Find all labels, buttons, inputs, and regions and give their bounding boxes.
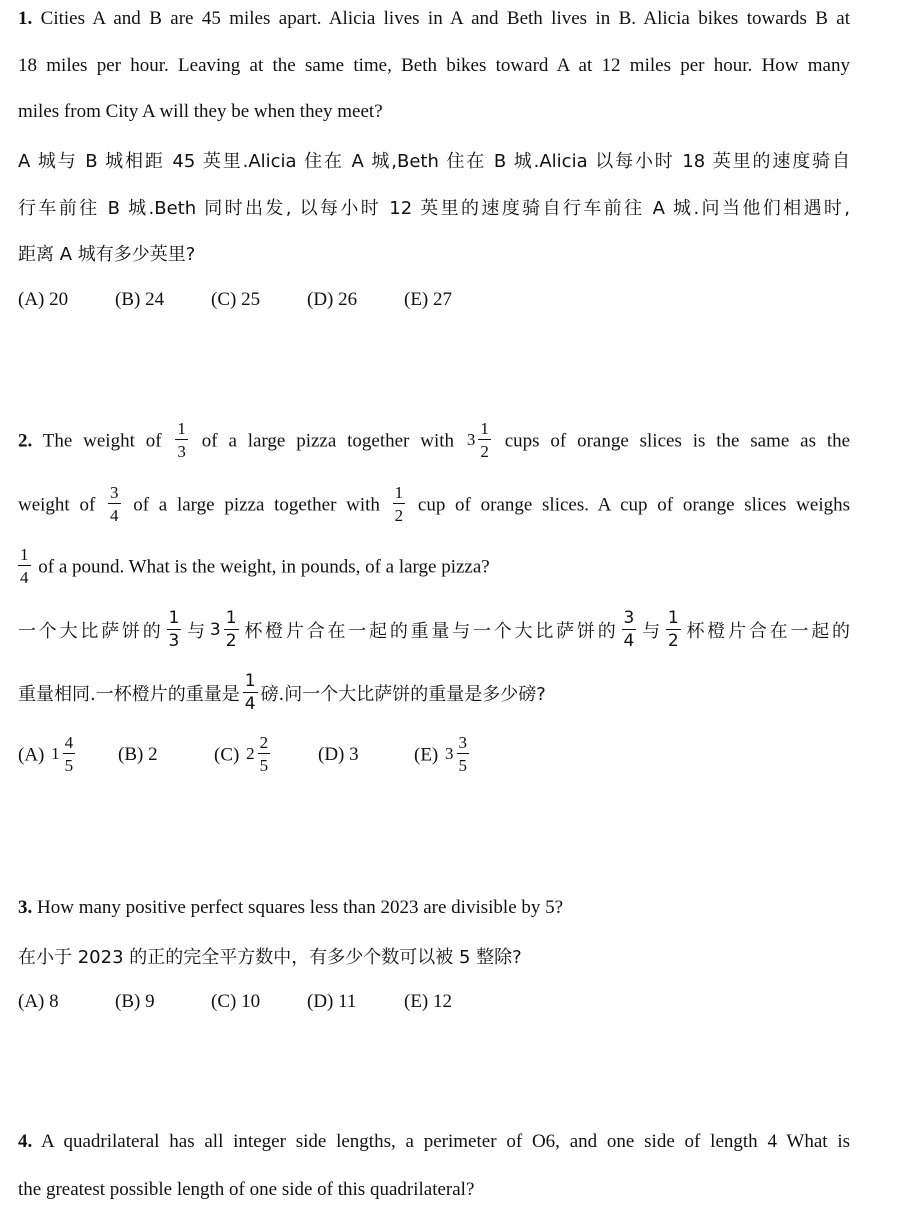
problem-1-option-b[interactable]: (B) 24	[115, 289, 165, 310]
problem-2-chinese-line-1	[18, 608, 851, 652]
numerator: 1	[177, 419, 186, 438]
denominator: 2	[225, 631, 237, 651]
numerator: 2	[259, 733, 269, 752]
problem-2-english-line-1	[18, 419, 851, 462]
fraction	[108, 484, 121, 524]
denominator: 4	[244, 694, 256, 714]
denominator: 4	[20, 568, 29, 587]
denominator: 5	[64, 756, 74, 775]
numerator: 4	[64, 733, 74, 752]
problem-3-english-line-1	[18, 897, 563, 919]
problem-4-text: A quadrilateral has all integer side lengths, a perimeter of O6, and one side of length 4 What is	[41, 1131, 850, 1152]
problem-2-number: 2.	[18, 430, 33, 452]
numerator: 1	[667, 608, 679, 628]
mixed-number	[244, 733, 273, 775]
problem-2-option-b[interactable]: (B) 2	[118, 744, 158, 765]
numerator: 1	[244, 671, 256, 691]
problem-3-option-e[interactable]: (E) 12	[404, 991, 453, 1012]
problem-1-option-e[interactable]: (E) 27	[404, 289, 453, 310]
problem-2-cn-text: 与	[639, 621, 663, 642]
fraction	[63, 734, 76, 774]
mixed-number	[443, 733, 472, 775]
mixed-number	[49, 733, 78, 775]
problem-1-option-a[interactable]: (A) 20	[18, 289, 69, 310]
problem-2-cn-text: 与	[184, 621, 208, 642]
fraction	[457, 734, 470, 774]
fraction	[478, 420, 491, 460]
problem-3-chinese-line-1: 在小于 2023 的正的完全平方数中，有多少个数可以被 5 整除?	[18, 947, 522, 968]
whole-part: 3	[209, 620, 221, 640]
problem-1-number: 1.	[18, 8, 33, 29]
problem-2-text: cups of orange slices is the same as the	[504, 430, 851, 452]
problem-4-number: 4.	[18, 1131, 33, 1152]
problem-4-english-line-1	[18, 1131, 850, 1153]
problem-3-option-b[interactable]: (B) 9	[115, 991, 155, 1012]
problem-2-option-a[interactable]	[18, 733, 78, 776]
problem-1-text-1: Cities A and B are 45 miles apart. Alicia lives in A and Beth lives in B. Alicia bikes towards B at	[40, 8, 851, 29]
problem-1-chinese-line-3: 距离 A 城有多少英里?	[18, 244, 196, 265]
denominator: 3	[177, 442, 186, 461]
problem-3-option-d[interactable]: (D) 11	[307, 991, 357, 1012]
whole-part: 2	[246, 744, 255, 763]
fraction	[18, 546, 31, 586]
problem-2-cn-text: 磅.问一个大比萨饼的重量是多少磅?	[260, 684, 546, 705]
numerator: 1	[168, 608, 180, 628]
mixed-number	[465, 419, 494, 461]
numerator: 1	[225, 608, 237, 628]
denominator: 5	[259, 756, 269, 775]
problem-1-english-line-1	[18, 8, 850, 30]
problem-2-cn-text: 杯橙片合在一起的	[683, 621, 851, 642]
problem-4-english-line-2: the greatest possible length of one side of this quadrilateral?	[18, 1179, 475, 1200]
fraction	[258, 734, 271, 774]
problem-1-chinese-line-2: 行车前往 B 城.Beth 同时出发, 以每小时 12 英里的速度骑自行车前往 A 城.问当他们相遇时,	[18, 198, 850, 219]
problem-2-text: of a large pizza together with	[201, 430, 455, 452]
problem-2-english-line-2	[18, 483, 851, 526]
problem-2-english-line-3	[18, 545, 490, 588]
fraction	[243, 673, 258, 713]
numerator: 3	[458, 733, 468, 752]
denominator: 2	[667, 631, 679, 651]
problem-1-english-line-2: 18 miles per hour. Leaving at the same time, Beth bikes toward A at 12 miles per hour. How many	[18, 55, 850, 76]
option-label: (E)	[414, 744, 439, 766]
problem-1-english-line-3: miles from City A will they be when they meet?	[18, 101, 383, 122]
problem-2-text: The weight of	[42, 430, 162, 452]
denominator: 5	[458, 756, 468, 775]
denominator: 2	[394, 506, 404, 525]
numerator: 1	[394, 483, 404, 502]
problem-3-text: How many positive perfect squares less than 2023 are divisible by 5?	[37, 897, 564, 918]
whole-part: 3	[466, 430, 476, 449]
numerator: 1	[480, 419, 489, 438]
whole-part: 1	[51, 744, 60, 763]
option-label: (A)	[18, 744, 45, 766]
problem-2-text: weight of	[18, 494, 96, 516]
fraction	[175, 420, 188, 460]
problem-2-option-c[interactable]	[214, 733, 273, 776]
problem-2-text: of a pound. What is the weight, in pounds, of a large pizza?	[38, 556, 490, 578]
problem-2-text: cup of orange slices. A cup of orange slices weighs	[417, 494, 851, 516]
whole-part: 3	[445, 744, 454, 763]
problem-3-option-c[interactable]: (C) 10	[211, 991, 261, 1012]
problem-3-option-a[interactable]: (A) 8	[18, 991, 59, 1012]
option-label: (C)	[214, 744, 240, 766]
problem-2-option-e[interactable]	[414, 733, 472, 776]
fraction	[622, 610, 637, 650]
numerator: 3	[110, 483, 119, 502]
problem-2-cn-text: 一个大比萨饼的	[18, 621, 164, 642]
denominator: 2	[480, 442, 489, 461]
numerator: 3	[623, 608, 635, 628]
problem-3-number: 3.	[18, 897, 33, 918]
problem-1-chinese-line-1: A 城与 B 城相距 45 英里.Alicia 住在 A 城,Beth 住在 B 城.Alicia 以每小时 18 英里的速度骑自	[18, 151, 850, 172]
numerator: 1	[20, 545, 29, 564]
fraction	[393, 484, 406, 524]
denominator: 4	[110, 506, 119, 525]
problem-2-option-d[interactable]: (D) 3	[318, 744, 359, 765]
problem-1-option-d[interactable]: (D) 26	[307, 289, 358, 310]
problem-2-cn-text: 杯橙片合在一起的重量与一个大比萨饼的	[241, 621, 619, 642]
fraction	[224, 610, 239, 650]
problem-1-option-c[interactable]: (C) 25	[211, 289, 261, 310]
mixed-number	[208, 608, 242, 651]
fraction	[666, 610, 681, 650]
problem-2-chinese-line-2	[18, 671, 546, 715]
problem-2-text: of a large pizza together with	[133, 494, 380, 516]
fraction	[167, 610, 182, 650]
problem-2-cn-text: 重量相同.一杯橙片的重量是	[18, 684, 240, 705]
denominator: 3	[168, 631, 180, 651]
denominator: 4	[623, 631, 635, 651]
